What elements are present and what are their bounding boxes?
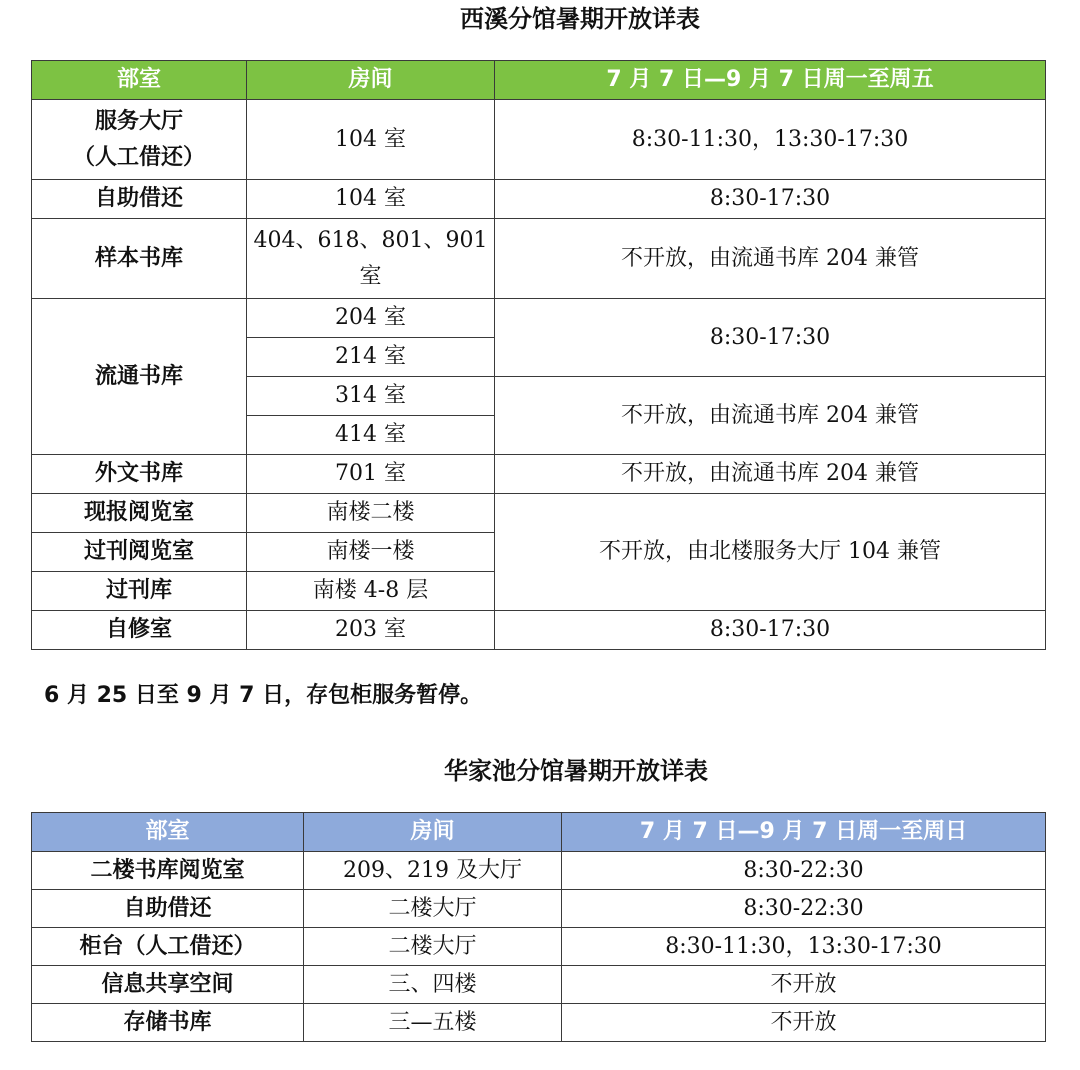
room-suffix: 室 xyxy=(359,263,382,289)
column-header-room: 房间 xyxy=(304,813,562,852)
dept-cell: 流通书库 xyxy=(32,299,247,455)
hours-cell: 8:30-11:30，13:30-17:30 xyxy=(562,928,1046,966)
room-cell: 104 室 xyxy=(247,100,495,180)
xixi-schedule-table xyxy=(31,60,1046,650)
room-cell: 214 室 xyxy=(247,338,495,377)
room-cell: 二楼大厅 xyxy=(304,890,562,928)
room-cell: 南楼一楼 xyxy=(247,533,495,572)
table-row xyxy=(32,219,1046,299)
table-row xyxy=(32,928,1046,966)
dept-cell: 二楼书库阅览室 xyxy=(32,852,304,890)
hours-cell: 不开放，由流通书库 204 兼管 xyxy=(495,219,1046,299)
room-cell: 209、219 及大厅 xyxy=(304,852,562,890)
dept-name: 服务大厅 xyxy=(94,108,183,134)
hours-cell: 不开放 xyxy=(562,966,1046,1004)
dept-subname: （人工借还） xyxy=(72,144,205,170)
room-cell: 南楼 4-8 层 xyxy=(247,572,495,611)
hours-cell: 8:30-22:30 xyxy=(562,852,1046,890)
dept-cell: 过刊阅览室 xyxy=(32,533,247,572)
table-row xyxy=(32,966,1046,1004)
table-row xyxy=(32,180,1046,219)
xixi-table-title: 西溪分馆暑期开放详表 xyxy=(460,5,700,33)
hours-cell: 8:30-17:30 xyxy=(495,180,1046,219)
table-row xyxy=(32,890,1046,928)
table-row xyxy=(32,611,1046,650)
room-cell: 104 室 xyxy=(247,180,495,219)
room-cell: 414 室 xyxy=(247,416,495,455)
column-header-hours: 7 月 7 日—9 月 7 日周一至周日 xyxy=(562,813,1046,852)
dept-cell: 现报阅览室 xyxy=(32,494,247,533)
room-cell: 南楼二楼 xyxy=(247,494,495,533)
room-cell: 二楼大厅 xyxy=(304,928,562,966)
hours-cell: 不开放 xyxy=(562,1004,1046,1042)
room-cell xyxy=(247,219,495,299)
column-header-hours: 7 月 7 日—9 月 7 日周一至周五 xyxy=(495,61,1046,100)
dept-cell: 柜台（人工借还） xyxy=(32,928,304,966)
hours-cell: 8:30-17:30 xyxy=(495,299,1046,377)
column-header-room: 房间 xyxy=(247,61,495,100)
hours-cell: 不开放，由北楼服务大厅 104 兼管 xyxy=(495,494,1046,611)
dept-cell: 过刊库 xyxy=(32,572,247,611)
dept-cell: 信息共享空间 xyxy=(32,966,304,1004)
room-cell: 三—五楼 xyxy=(304,1004,562,1042)
room-cell: 701 室 xyxy=(247,455,495,494)
dept-cell xyxy=(32,100,247,180)
dept-cell: 自修室 xyxy=(32,611,247,650)
room-list: 404、618、801、901 xyxy=(253,227,488,253)
table-header-row xyxy=(32,61,1046,100)
table-row xyxy=(32,299,1046,338)
table-header-row xyxy=(32,813,1046,852)
huajiachi-schedule-table xyxy=(31,812,1046,1042)
locker-notice: 6 月 25 日至 9 月 7 日，存包柜服务暂停。 xyxy=(44,683,483,708)
dept-cell: 外文书库 xyxy=(32,455,247,494)
dept-cell: 样本书库 xyxy=(32,219,247,299)
room-cell: 203 室 xyxy=(247,611,495,650)
room-cell: 314 室 xyxy=(247,377,495,416)
hours-cell: 不开放，由流通书库 204 兼管 xyxy=(495,377,1046,455)
huajiachi-table-title: 华家池分馆暑期开放详表 xyxy=(444,757,708,785)
table-row xyxy=(32,100,1046,180)
hours-cell: 8:30-11:30，13:30-17:30 xyxy=(495,100,1046,180)
column-header-dept: 部室 xyxy=(32,61,247,100)
hours-cell: 8:30-17:30 xyxy=(495,611,1046,650)
dept-cell: 自助借还 xyxy=(32,890,304,928)
room-cell: 204 室 xyxy=(247,299,495,338)
column-header-dept: 部室 xyxy=(32,813,304,852)
table-row xyxy=(32,1004,1046,1042)
table-row xyxy=(32,852,1046,890)
dept-cell: 自助借还 xyxy=(32,180,247,219)
room-cell: 三、四楼 xyxy=(304,966,562,1004)
hours-cell: 不开放，由流通书库 204 兼管 xyxy=(495,455,1046,494)
table-row xyxy=(32,455,1046,494)
table-row xyxy=(32,494,1046,533)
dept-cell: 存储书库 xyxy=(32,1004,304,1042)
hours-cell: 8:30-22:30 xyxy=(562,890,1046,928)
